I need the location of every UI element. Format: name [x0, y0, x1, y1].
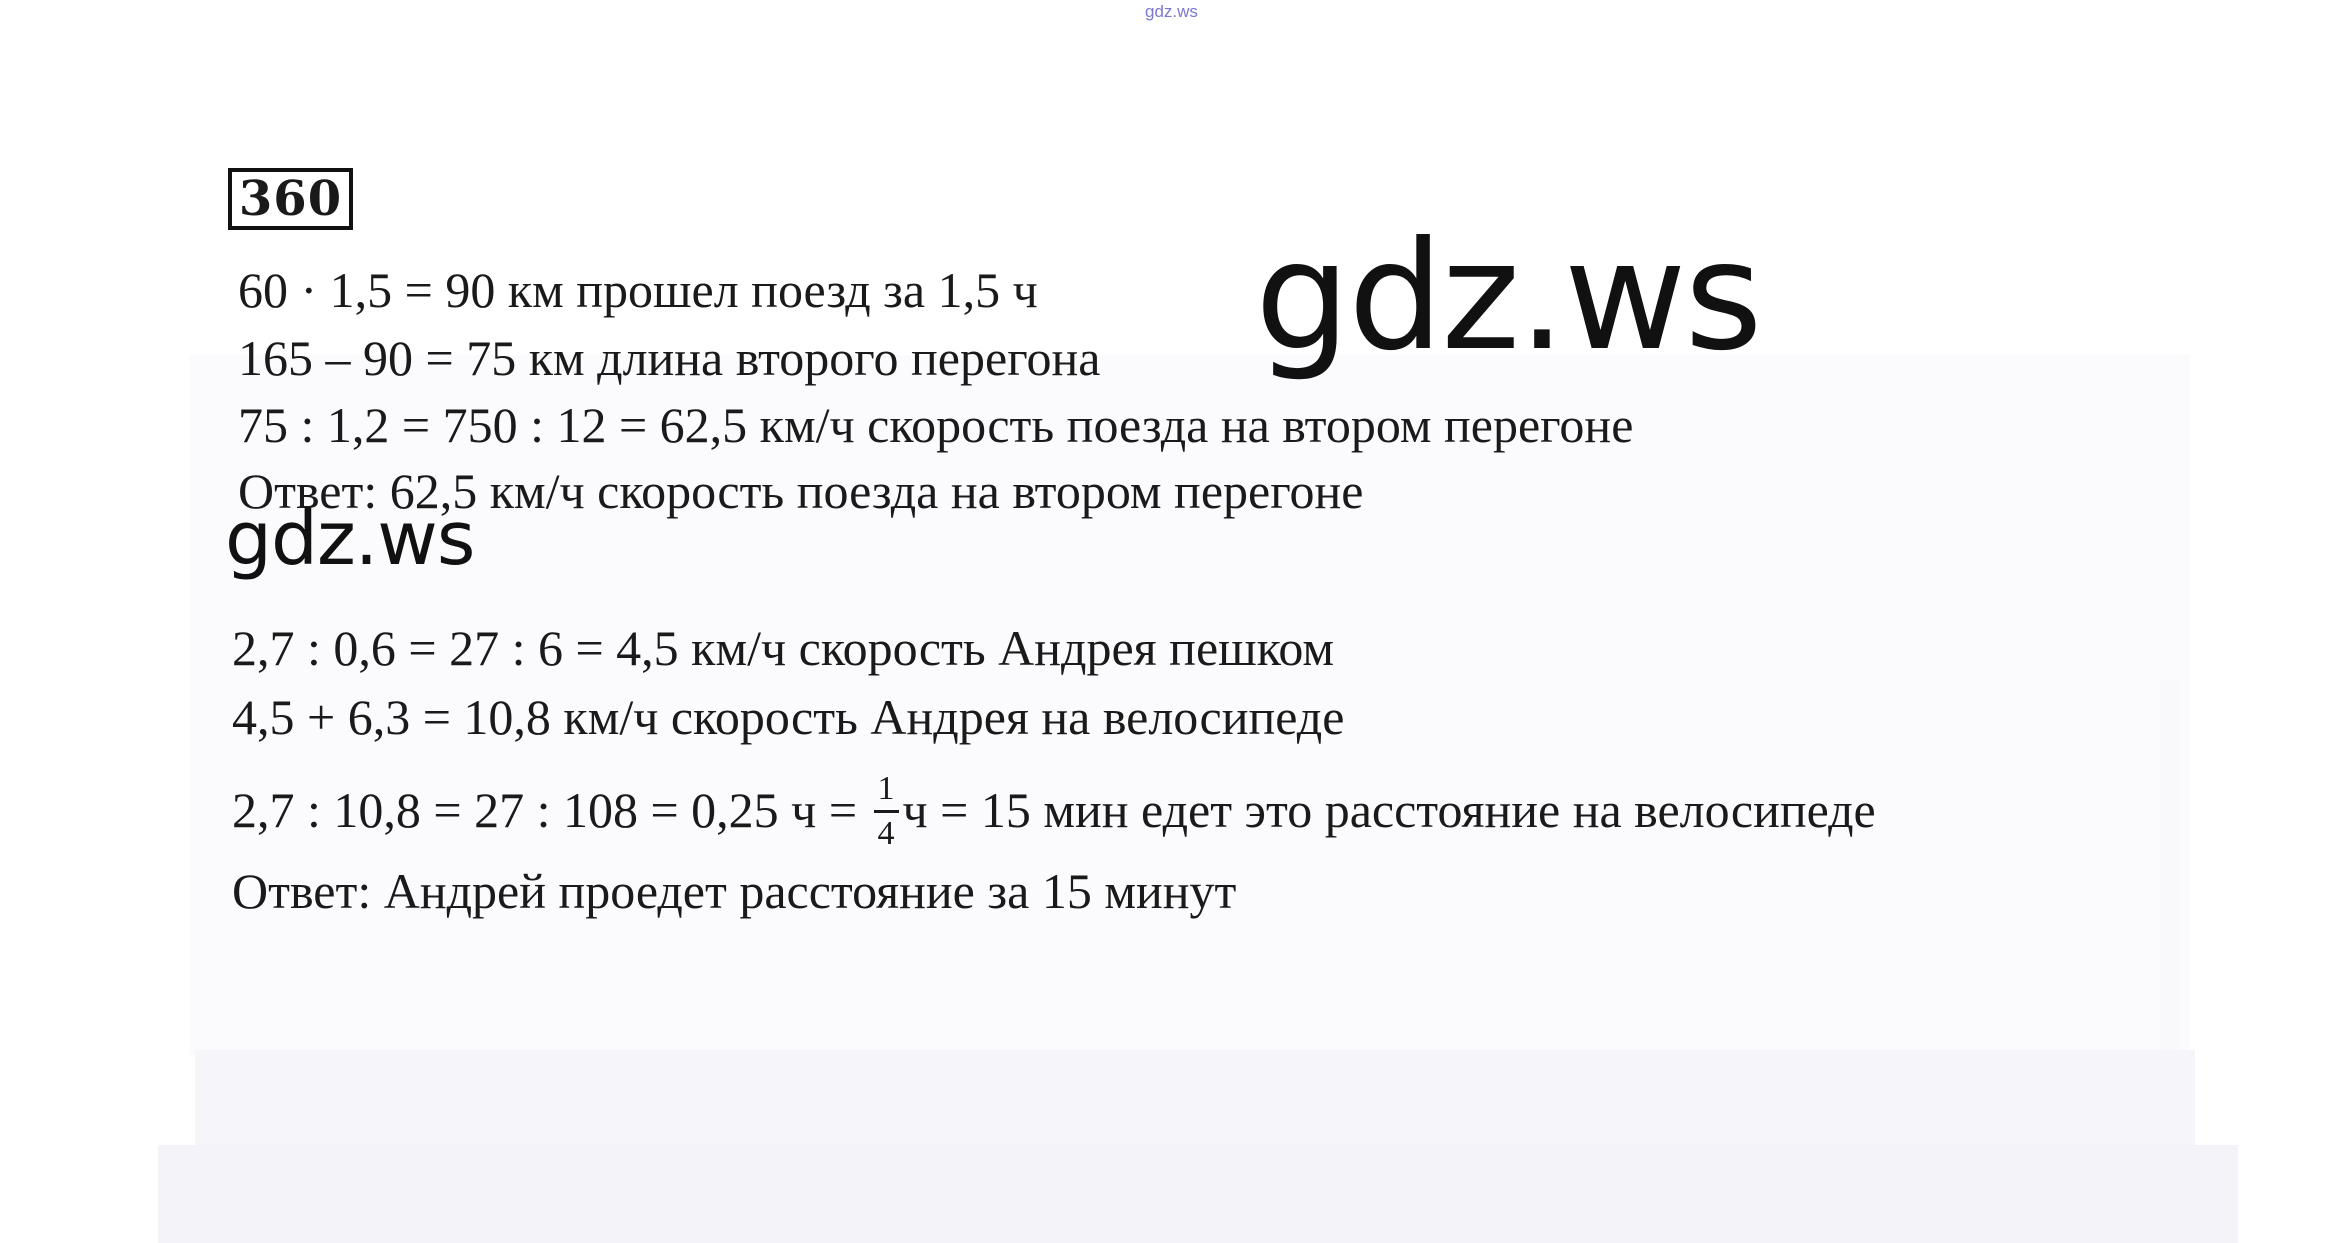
task-number-box: 360	[228, 168, 353, 230]
fraction-line-before: 2,7 : 10,8 = 27 : 108 = 0,25 ч =	[232, 781, 870, 838]
solution-line: 165 – 90 = 75 км длина второго перегона	[238, 330, 1101, 386]
fraction	[874, 772, 899, 851]
solution-line: 2,7 : 0,6 = 27 : 6 = 4,5 км/ч скорость Андрея пешком	[232, 620, 1335, 676]
answer-line: Ответ: 62,5 км/ч скорость поезда на втором перегоне	[238, 463, 1364, 519]
answer-line: Ответ: Андрей проедет расстояние за 15 минут	[232, 863, 1237, 919]
watermark-big: gdz.ws	[1255, 210, 1761, 384]
solution-line: 60 · 1,5 = 90 км прошел поезд за 1,5 ч	[238, 262, 1038, 318]
watermark-small: gdz.ws	[225, 496, 475, 582]
top-watermark: gdz.ws	[1145, 2, 1198, 21]
fraction-numerator: 1	[874, 772, 899, 813]
fraction-solution-line	[232, 770, 1876, 855]
background-panel	[2160, 680, 2180, 1050]
fraction-denominator: 4	[877, 815, 895, 852]
solution-line: 75 : 1,2 = 750 : 12 = 62,5 км/ч скорость поезда на втором перегоне	[238, 397, 1634, 453]
background-panel	[158, 1145, 2238, 1243]
solution-line: 4,5 + 6,3 = 10,8 км/ч скорость Андрея на велосипеде	[232, 689, 1345, 745]
background-panel	[195, 1050, 2195, 1150]
fraction-line-after: ч = 15 мин едет это расстояние на велосипеде	[902, 781, 1876, 838]
